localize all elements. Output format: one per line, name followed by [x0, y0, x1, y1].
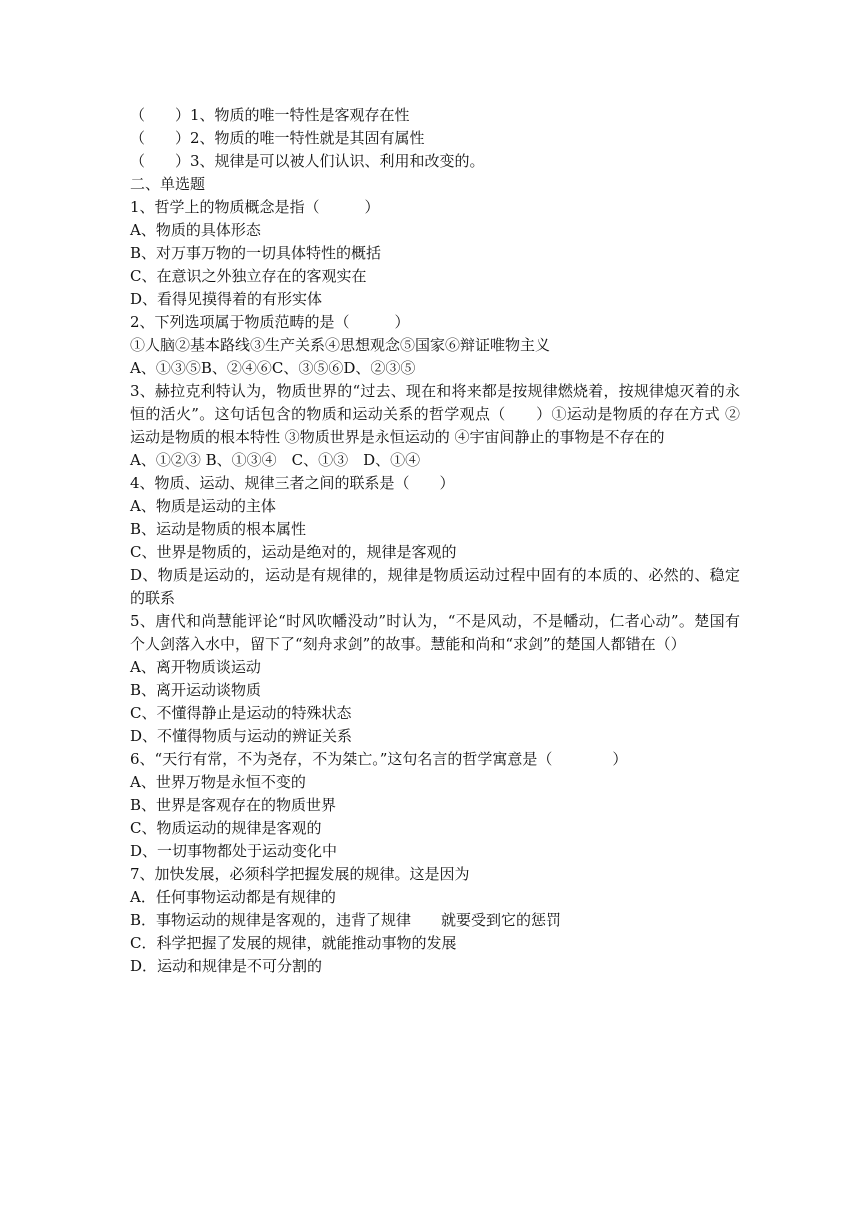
judgement-item-1: （ ）1、物质的唯一特性是客观存在性	[130, 106, 410, 124]
question-5-option-c: C、不懂得静止是运动的特殊状态	[130, 704, 352, 722]
question-2-items: ①人脑②基本路线③生产关系④思想观念⑤国家⑥辩证唯物主义	[130, 336, 551, 354]
question-7-option-c: C．科学把握了发展的规律，就能推动事物的发展	[130, 934, 457, 952]
question-1-option-b: B、对万事万物的一切具体特性的概括	[130, 244, 382, 262]
question-7-option-b: B．事物运动的规律是客观的，违背了规律 就要受到它的惩罚	[130, 911, 562, 929]
question-5-option-b: B、离开运动谈物质	[130, 681, 262, 699]
question-6-option-b: B、世界是客观存在的物质世界	[130, 796, 337, 814]
question-2-options: A、①③⑤B、②④⑥C、③⑤⑥D、②③⑤	[130, 359, 416, 377]
question-3-stem: 3、赫拉克利特认为，物质世界的“过去、现在和将来都是按规律燃烧着，按规律熄灭着的永恒的活火”。这句话包含的物质和运动关系的哲学观点（ ）①运动是物质的存在方式 ②运动是物质的根本特性 ③物质世界是永恒运动的 ④宇宙间静止的事物是不存在的	[130, 382, 740, 446]
question-4-option-a: A、物质是运动的主体	[130, 497, 276, 515]
question-1-option-a: A、物质的具体形态	[130, 221, 261, 239]
question-1-stem: 1、哲学上的物质概念是指（ ）	[130, 198, 380, 216]
question-6-option-a: A、世界万物是永恒不变的	[130, 773, 306, 791]
document-page	[130, 104, 740, 978]
question-7-stem: 7、加快发展，必须科学把握发展的规律。这是因为	[130, 865, 470, 883]
question-6-option-d: D、一切事物都处于运动变化中	[130, 842, 338, 860]
question-5-stem: 5、唐代和尚慧能评论“时风吹幡没动”时认为，“不是风动，不是幡动，仁者心动”。楚国有个人剑落入水中，留下了“刻舟求剑”的故事。慧能和尚和“求剑”的楚国人都错在（）	[130, 612, 740, 653]
judgement-item-3: （ ）3、规律是可以被人们认识、利用和改变的。	[130, 152, 485, 170]
question-4-option-b: B、运动是物质的根本属性	[130, 520, 307, 538]
question-1-option-c: C、在意识之外独立存在的客观实在	[130, 267, 367, 285]
judgement-item-2: （ ）2、物质的唯一特性就是其固有属性	[130, 129, 425, 147]
question-3-options: A、①②③ B、①③④ C、①③ D、①④	[130, 451, 421, 469]
question-7-option-a: A．任何事物运动都是有规律的	[130, 888, 336, 906]
section-title: 二、单选题	[130, 175, 206, 193]
question-5-option-d: D、不懂得物质与运动的辨证关系	[130, 727, 353, 745]
question-4-option-d: D、物质是运动的，运动是有规律的，规律是物质运动过程中固有的本质的、必然的、稳定的联系	[130, 566, 740, 607]
question-6-stem: 6、“天行有常，不为尧存，不为桀亡。”这句名言的哲学寓意是（ ）	[130, 750, 628, 768]
question-4-option-c: C、世界是物质的，运动是绝对的，规律是客观的	[130, 543, 457, 561]
question-5-option-a: A、离开物质谈运动	[130, 658, 261, 676]
question-4-stem: 4、物质、运动、规律三者之间的联系是（ ）	[130, 474, 455, 492]
question-6-option-c: C、物质运动的规律是客观的	[130, 819, 322, 837]
question-1-option-d: D、看得见摸得着的有形实体	[130, 290, 323, 308]
question-7-option-d: D．运动和规律是不可分割的	[130, 957, 323, 975]
question-2-stem: 2、下列选项属于物质范畴的是（ ）	[130, 313, 410, 331]
